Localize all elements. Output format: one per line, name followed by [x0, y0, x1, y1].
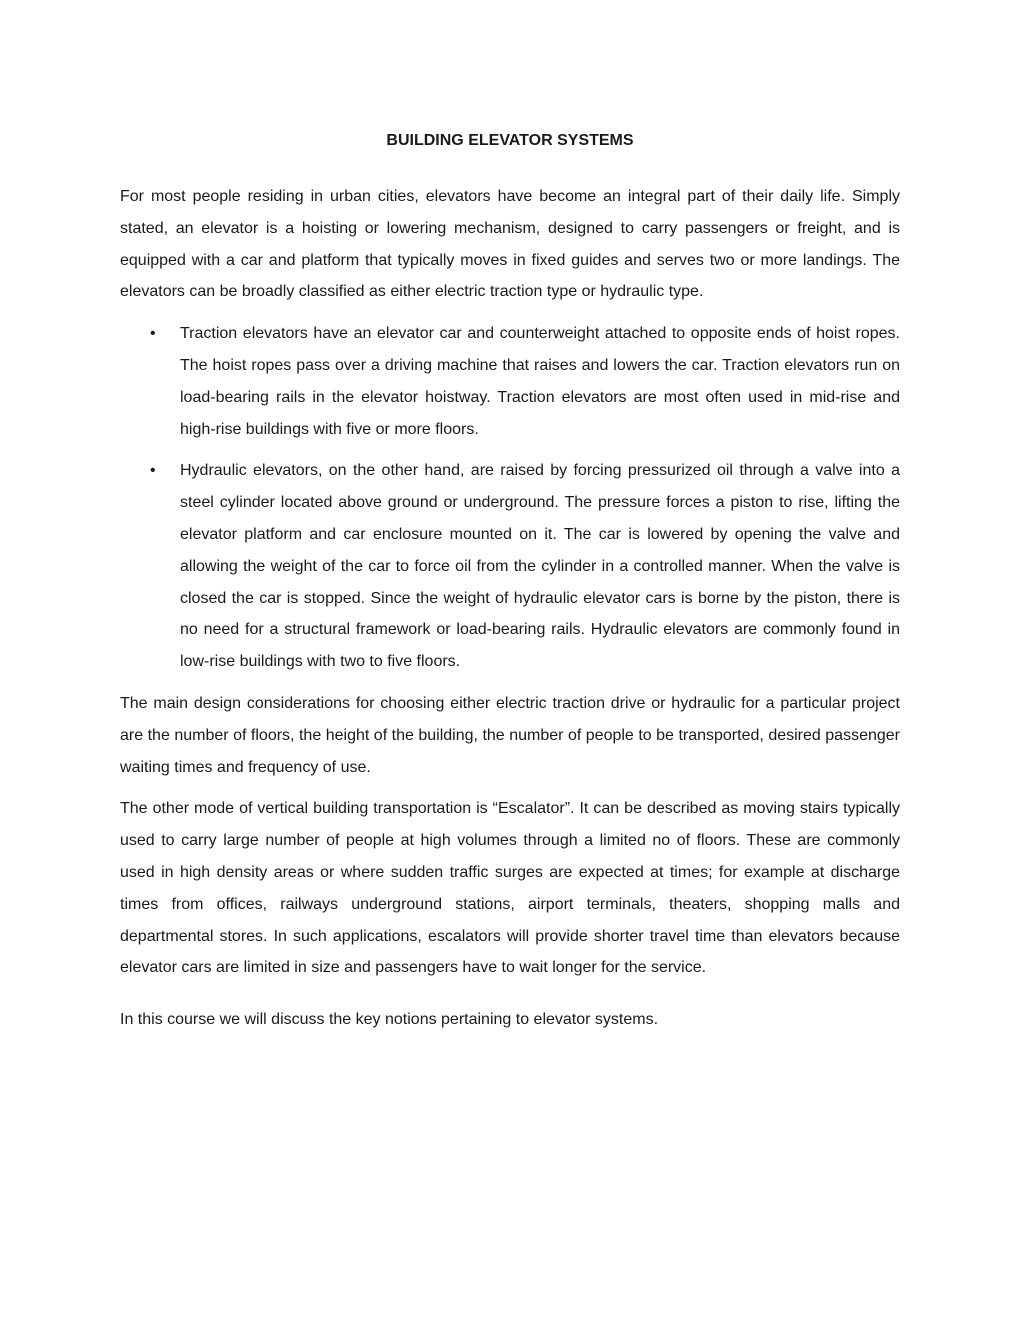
list-item-text: Hydraulic elevators, on the other hand, are raised by forcing pressurized oil through a valve into a steel cylinder located above ground or underground. The pressure forces a piston to rise, lifting the elevator platform and car enclosure mounted on it. The car is lowered by opening the valve and allowing the weight of the car to force oil from the cylinder in a controlled manner. When the valve is closed the car is stopped. Since the weight of hydraulic elevator cars is borne by the piston, there is no need for a structural framework or load-bearing rails. Hydraulic elevators are commonly found in low-rise buildings with two to five floors.: [180, 462, 900, 671]
closing-paragraph: In this course we will discuss the key notions pertaining to elevator systems.: [120, 1011, 659, 1029]
list-item-hydraulic: [120, 455, 900, 678]
bullet-icon: •: [150, 462, 156, 480]
design-considerations-paragraph: The main design considerations for choosing either electric traction drive or hydraulic for a particular project are the number of floors, the height of the building, the number of people to be transported, desired passenger waiting times and frequency of use.: [120, 694, 900, 776]
document-content: [120, 129, 900, 1036]
list-item-text: Traction elevators have an elevator car and counterweight attached to opposite ends of hoist ropes. The hoist ropes pass over a driving machine that raises and lowers the car. Traction elevators run on load-bearing rails in the elevator hoistway. Traction elevators are most often used in mid-rise and high-rise buildings with five or more floors.: [180, 325, 900, 438]
document-title: BUILDING ELEVATOR SYSTEMS: [386, 132, 634, 149]
intro-paragraph: For most people residing in urban cities, elevators have become an integral part of their daily life. Simply stated, an elevator is a hoisting or lowering mechanism, designed to carry passengers or freight, and is equipped with a car and platform that typically moves in fixed guides and serves two or more landings. The elevators can be broadly classified as either electric traction type or hydraulic type.: [120, 188, 900, 301]
escalator-paragraph: The other mode of vertical building transportation is “Escalator”. It can be described as moving stairs typically used to carry large number of people at high volumes through a limited no of floors. These are commonly used in high density areas or where sudden traffic surges are expected at times; for example at discharge times from offices, railways underground stations, airport terminals, theaters, shopping malls and departmental stores. In such applications, escalators will provide shorter travel time than elevators because elevator cars are limited in size and passengers have to wait longer for the service.: [120, 800, 900, 977]
bullet-icon: •: [150, 325, 156, 343]
list-item-traction: [120, 318, 900, 445]
elevator-types-list: [120, 318, 900, 678]
